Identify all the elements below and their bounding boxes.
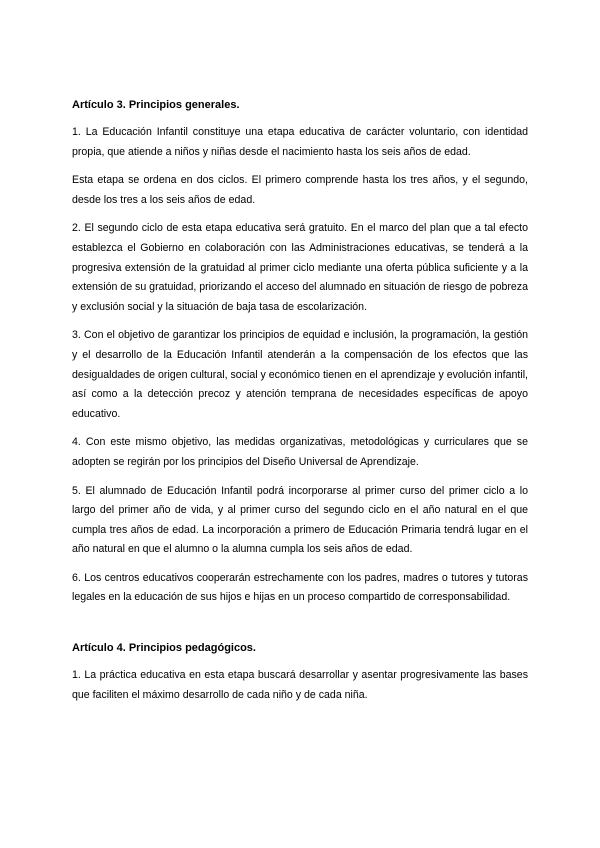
article-4-paragraph-1: 1. La práctica educativa en esta etapa buscará desarrollar y asentar progresivamente las bases que faciliten el máximo desarrollo de cada niño y de cada niña. bbox=[72, 669, 528, 701]
article-3-title: Artículo 3. Principios generales. bbox=[72, 99, 240, 111]
document-page bbox=[72, 96, 528, 714]
article-3-paragraph-2: Esta etapa se ordena en dos ciclos. El primero comprende hasta los tres años, y el segundo, desde los tres a los seis años de edad. bbox=[72, 174, 528, 206]
article-3 bbox=[72, 96, 528, 608]
article-3-paragraph-4: 3. Con el objetivo de garantizar los principios de equidad e inclusión, la programación, la gestión y el desarrollo de la Educación Infantil atenderán a la compensación de los efectos que las desigualdades de origen cultural, social y económico tienen en el aprendizaje y evolución infantil, así como a la detección precoz y atención temprana de necesidades específicas de apoyo educativo. bbox=[72, 329, 528, 420]
article-3-paragraph-1: 1. La Educación Infantil constituye una etapa educativa de carácter voluntario, con identidad propia, que atiende a niños y niñas desde el nacimiento hasta los seis años de edad. bbox=[72, 126, 528, 158]
article-4-title: Artículo 4. Principios pedagógicos. bbox=[72, 642, 256, 655]
article-3-paragraph-3: 2. El segundo ciclo de esta etapa educativa será gratuito. En el marco del plan que a tal efecto establezca el Gobierno en colaboración con las Administraciones educativas, se tenderá a la progresiva extensión de la gratuidad al primer ciclo mediante una oferta pública suficiente y a la extensión de su gratuidad, priorizando el acceso del alumnado en situación de riesgo de pobreza y exclusión social y la situación de baja tasa de escolarización. bbox=[72, 222, 528, 313]
section-spacer bbox=[72, 617, 528, 639]
article-3-paragraph-6: 5. El alumnado de Educación Infantil podrá incorporarse al primer curso del primer ciclo a lo largo del primer año de vida, y al primer curso del segundo ciclo en el año natural en el que cumpla tres años de edad. La incorporación a primero de Educación Primaria tendrá lugar en el año natural en que el alumno o la alumna cumpla los seis años de edad. bbox=[72, 484, 528, 556]
article-4 bbox=[72, 639, 528, 705]
article-3-paragraph-7: 6. Los centros educativos cooperarán estrechamente con los padres, madres o tutores y tutoras legales en la educación de sus hijos e hijas en un proceso compartido de corresponsabilidad. bbox=[72, 571, 528, 604]
article-3-paragraph-5: 4. Con este mismo objetivo, las medidas organizativas, metodológicas y curriculares que se adopten se regirán por los principios del Diseño Universal de Aprendizaje. bbox=[72, 436, 528, 468]
